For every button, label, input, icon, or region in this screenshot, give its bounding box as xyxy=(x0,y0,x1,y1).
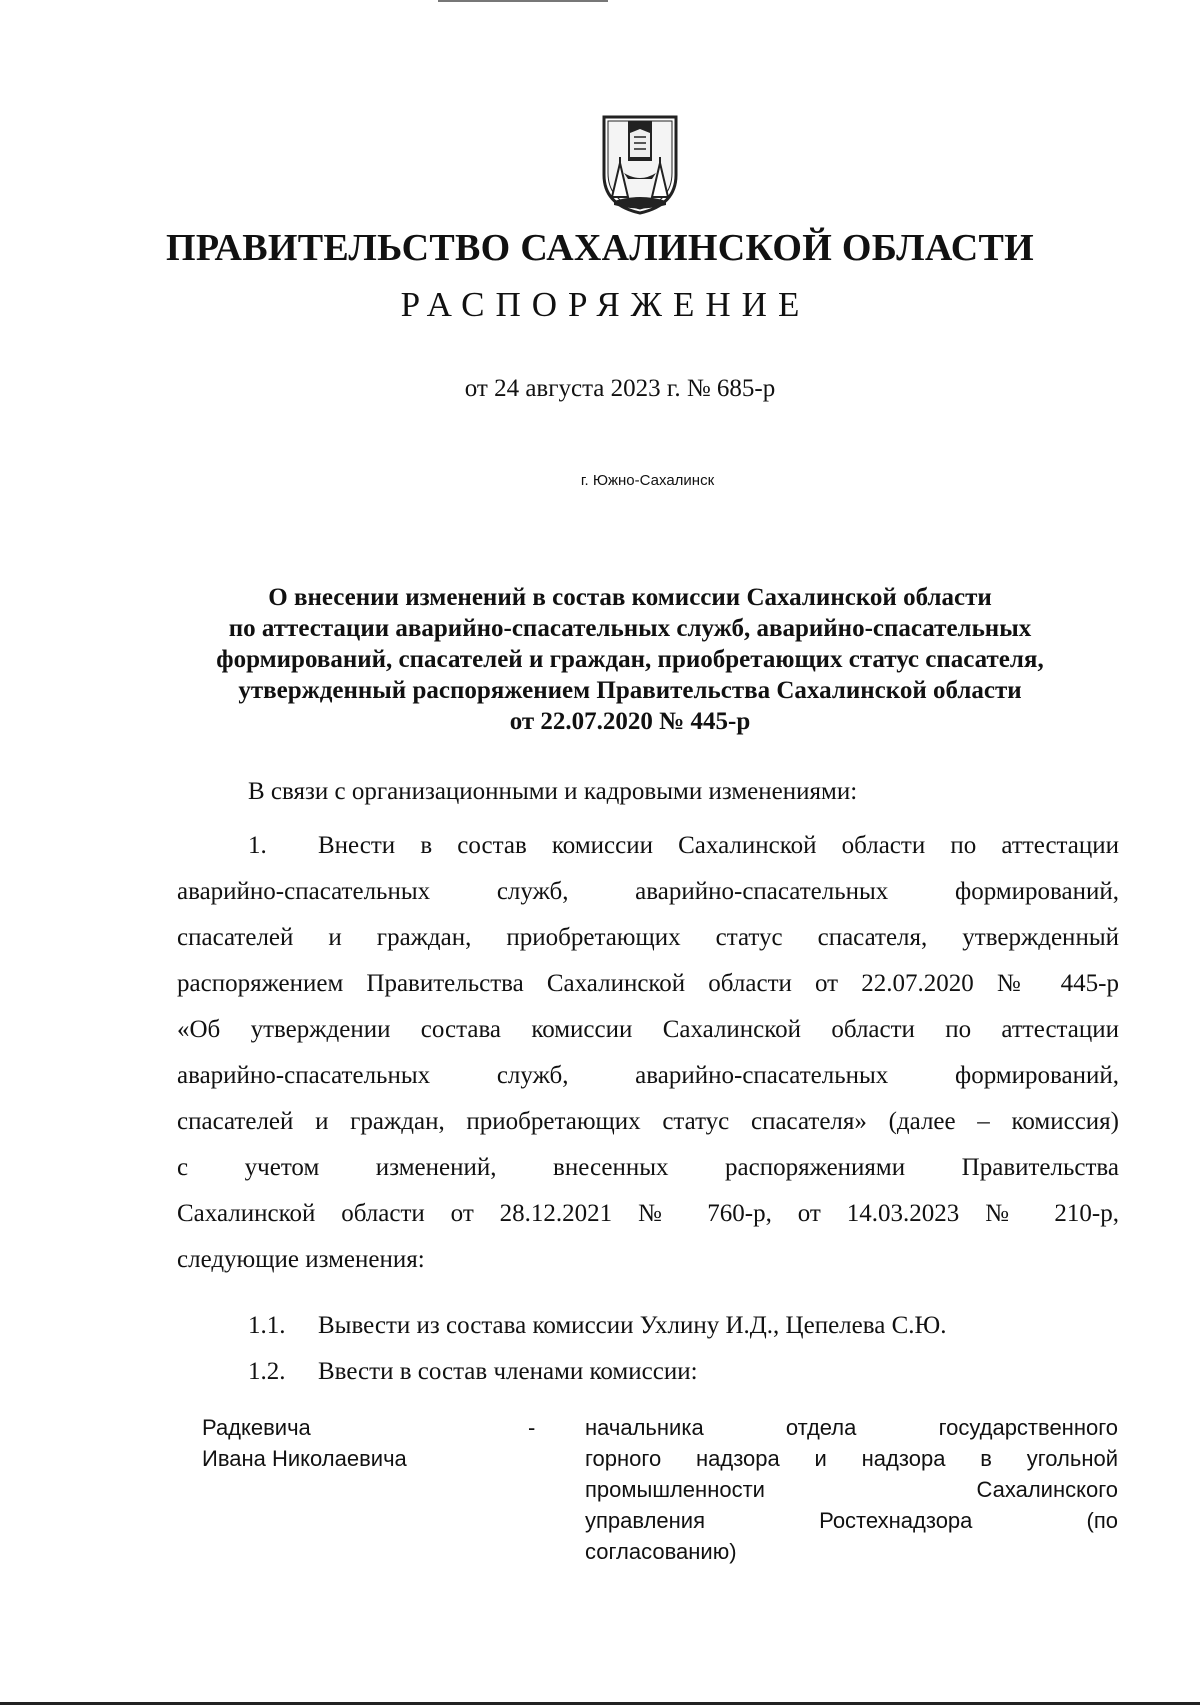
member-name xyxy=(202,1412,407,1474)
item-1-line: спасателей и граждан, приобретающих статус спасателя» (далее – комиссия) xyxy=(177,1108,1119,1135)
document-type: РАСПОРЯЖЕНИЕ xyxy=(400,285,811,324)
subject-line: О внесении изменений в состав комиссии Сахалинской области xyxy=(268,584,992,611)
member-role xyxy=(585,1412,1118,1567)
scan-edge-top xyxy=(438,0,608,2)
subject-line: от 22.07.2020 № 445-р xyxy=(509,708,751,735)
member-role-line: согласованию) xyxy=(585,1539,737,1564)
item-1-line: распоряжением Правительства Сахалинской области от 22.07.2020 № 445-р xyxy=(177,970,1119,997)
item-1-line: Сахалинской области от 28.12.2021 № 760-р, от 14.03.2023 № 210-р, xyxy=(177,1200,1119,1227)
item-1-line: аварийно-спасательных служб, аварийно-спасательных формирований, xyxy=(177,878,1119,905)
item-1-line: следующие изменения: xyxy=(177,1246,425,1273)
member-role-line: начальника отдела государственного xyxy=(585,1415,1118,1440)
document-city: г. Южно-Сахалинск xyxy=(580,472,715,489)
item-1-line: «Об утверждении состава комиссии Сахалинской области по аттестации xyxy=(177,1016,1119,1043)
member-role-line: горного надзора и надзора в угольной xyxy=(585,1446,1118,1471)
item-1-line: аварийно-спасательных служб, аварийно-спасательных формирований, xyxy=(177,1062,1119,1089)
subject-line: утвержденный распоряжением Правительства Сахалинской области xyxy=(238,677,1022,704)
subject-line: по аттестации аварийно-спасательных служб, аварийно-спасательных xyxy=(228,615,1032,642)
member-given-names: Ивана Николаевича xyxy=(202,1446,407,1471)
subject-line: формирований, спасателей и граждан, приобретающих статус спасателя, xyxy=(216,646,1044,673)
item-1-2 xyxy=(248,1358,698,1386)
coat-of-arms-emblem xyxy=(598,113,682,215)
document-subject xyxy=(160,582,1100,737)
item-1-line: с учетом изменений, внесенных распоряжениями Правительства xyxy=(177,1154,1119,1181)
item-1-line: спасателей и граждан, приобретающих статус спасателя, утвержденный xyxy=(177,924,1119,951)
item-1-1-number: 1.1. xyxy=(248,1312,286,1339)
member-surname: Радкевича xyxy=(202,1415,311,1440)
document-date-number: от 24 августа 2023 г. № 685-р xyxy=(464,375,776,402)
organization-title: ПРАВИТЕЛЬСТВО САХАЛИНСКОЙ ОБЛАСТИ xyxy=(166,227,1034,269)
member-dash: - xyxy=(528,1415,536,1440)
member-role-line: промышленности Сахалинского xyxy=(585,1477,1118,1502)
item-1-line xyxy=(177,823,1119,869)
item-1-paragraph xyxy=(177,823,1119,1283)
intro-paragraph: В связи с организационными и кадровыми изменениями: xyxy=(248,778,858,805)
item-1-line-text: Внести в состав комиссии Сахалинской области по аттестации xyxy=(318,832,1119,859)
item-1-2-text: Ввести в состав членами комиссии: xyxy=(318,1358,698,1385)
item-1-1-text: Вывести из состава комиссии Ухлину И.Д., Цепелева С.Ю. xyxy=(318,1312,947,1339)
item-1-1 xyxy=(248,1312,946,1340)
item-1-2-number: 1.2. xyxy=(248,1358,286,1385)
item-1-number: 1. xyxy=(248,832,267,859)
member-role-line: управления Ростехнадзора (по xyxy=(585,1508,1118,1533)
